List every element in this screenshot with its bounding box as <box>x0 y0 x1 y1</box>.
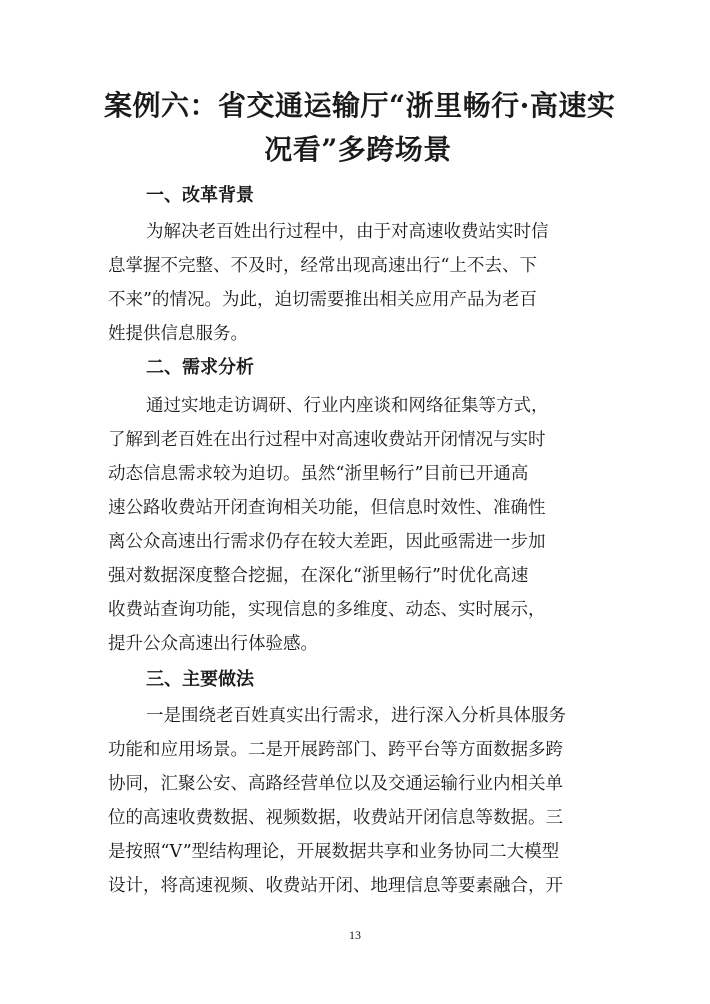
section-heading-needs-analysis: 二、需求分析 <box>146 357 254 378</box>
page-title <box>104 84 616 172</box>
paragraph-line: 位的高速收费数据、视频数据，收费站开闭信息等数据。三 <box>108 808 563 828</box>
paragraph-line: 是按照“V”型结构理论，开展数据共享和业务协同二大模型 <box>108 842 560 862</box>
section-heading-main-practices: 三、主要做法 <box>146 669 254 690</box>
paragraph-line: 了解到老百姓在出行过程中对高速收费站开闭情况与实时 <box>108 430 546 450</box>
paragraph-line: 通过实地走访调研、行业内座谈和网络征集等方式， <box>146 396 549 416</box>
paragraph-line: 姓提供信息服务。 <box>108 324 248 344</box>
paragraph-line: 不来”的情况。为此，迫切需要推出相关应用产品为老百 <box>108 290 537 310</box>
paragraph-line: 离公众高速出行需求仍存在较大差距，因此亟需进一步加 <box>108 532 546 552</box>
paragraph-line: 速公路收费站开闭查询相关功能，但信息时效性、准确性 <box>108 498 546 518</box>
paragraph-line: 收费站查询功能，实现信息的多维度、动态、实时展示， <box>108 600 546 620</box>
paragraph-line: 设计，将高速视频、收费站开闭、地理信息等要素融合，开 <box>108 876 563 896</box>
paragraph-line: 一是围绕老百姓真实出行需求，进行深入分析具体服务 <box>146 706 566 726</box>
paragraph-line: 提升公众高速出行体验感。 <box>108 634 318 654</box>
paragraph-line: 为解决老百姓出行过程中，由于对高速收费站实时信 <box>146 222 549 242</box>
section-heading-background: 一、改革背景 <box>146 185 254 206</box>
paragraph-line: 功能和应用场景。二是开展跨部门、跨平台等方面数据多跨 <box>108 740 563 760</box>
title-line-1: 案例六：省交通运输厅“浙里畅行·高速实 <box>104 89 616 122</box>
title-line-2: 况看”多跨场景 <box>264 133 452 166</box>
page-number: 13 <box>349 928 361 942</box>
paragraph-line: 协同，汇聚公安、高路经营单位以及交通运输行业内相关单 <box>108 774 563 794</box>
paragraph-line: 动态信息需求较为迫切。虽然“浙里畅行”目前已开通高 <box>108 464 529 484</box>
paragraph-line: 息掌握不完整、不及时，经常出现高速出行“上不去、下 <box>108 256 537 276</box>
paragraph-line: 强对数据深度整合挖掘，在深化“浙里畅行”时优化高速 <box>108 566 529 586</box>
